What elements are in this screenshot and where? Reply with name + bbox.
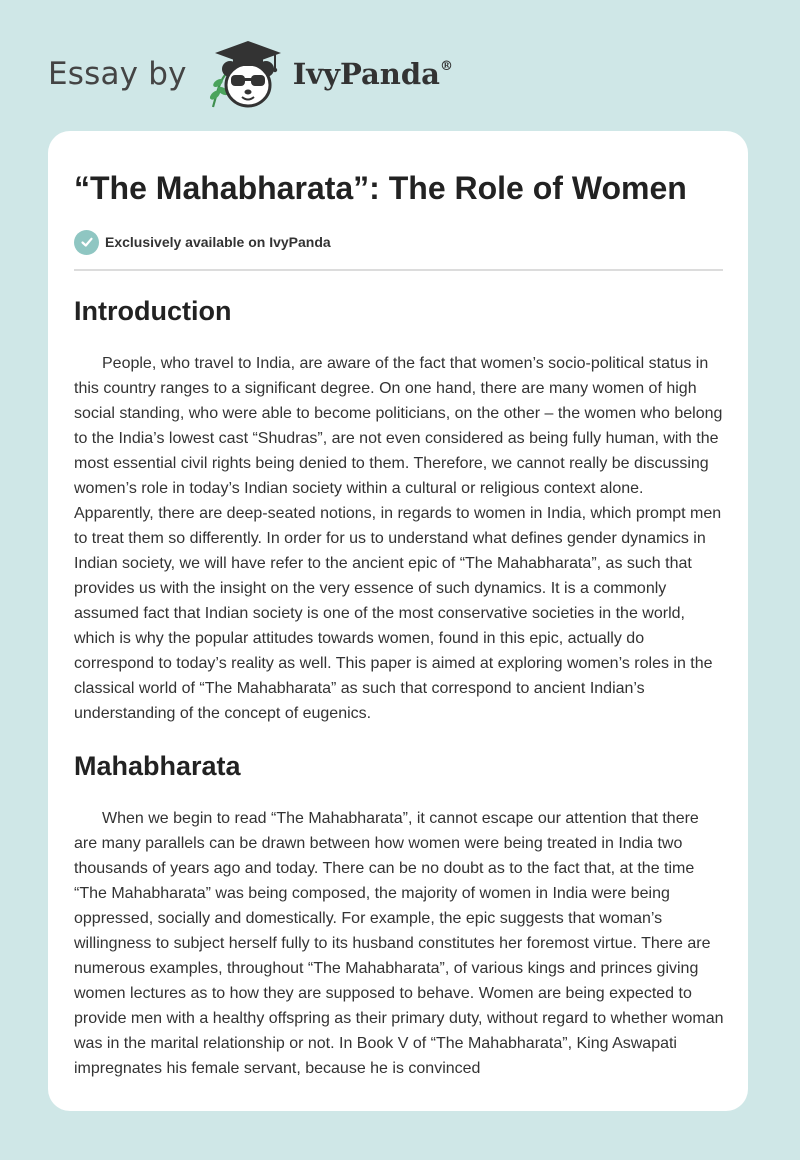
site-header <box>48 34 748 114</box>
registered-mark: ® <box>439 59 453 74</box>
exclusive-label: Exclusively available on IvyPanda <box>105 234 331 250</box>
section-paragraph-introduction: People, who travel to India, are aware of the fact that women’s socio-political status in this country ranges to a significant degree. On one hand, there are many women of high social standing, who were able to become politicians, on the other – the women who belong to the India’s lowest cast “Shudras”, are not even considered as being fully human, with the most essential civil rights being denied to them. Therefore, we cannot really be discussing women’s role in today’s Indian society within a cultural or religious context alone. Apparently, there are deep-seated notions, in regards to women in India, which prompt men to treat them so differently. In order for us to understand what defines gender dynamics in Indian society, we will have refer to the ancient epic of “The Mahabharata”, as such that provides us with the insight on the very essence of such dynamics. It is a commonly assumed fact that Indian society is one of the most conservative societies in the world, which is why the popular attitudes towards women, found in this epic, actually do correspond to today’s reality as well. This paper is aimed at exploring women’s roles in the classical world of “The Mahabharata” as such that correspond to ancient Indian’s understanding of the concept of eugenics. <box>74 355 723 722</box>
article-card <box>48 131 748 1111</box>
page-title: “The Mahabharata”: The Role of Women <box>74 170 687 206</box>
section-heading-mahabharata: Mahabharata <box>74 751 241 781</box>
section-paragraph-mahabharata: When we begin to read “The Mahabharata”, it cannot escape our attention that there are many parallels can be drawn between how women were being treated in India two thousands of years ago and today. There can be no doubt as to the fact that, at the time “The Mahabharata” was being composed, the majority of women in India were being oppressed, socially and domestically. For example, the epic suggests that woman’s willingness to subject herself fully to its husband constitutes her foremost virtue. There are numerous examples, throughout “The Mahabharata”, of various kings and princes giving women lectures as to how they are supposed to behave. Women are being expected to provide men with a healthy offspring as their primary duty, without regard to whether woman was in the marital relationship or not. In Book V of “The Mahabharata”, King Aswapati impregnates his female servant, because he is convinced <box>74 810 724 1077</box>
exclusive-badge <box>74 229 722 255</box>
check-icon <box>74 230 99 255</box>
essay-by-label: Essay by <box>48 56 187 92</box>
section-heading-introduction: Introduction <box>74 296 232 326</box>
panda-logo-icon[interactable] <box>203 35 287 113</box>
brand-name[interactable]: IvyPanda® <box>292 57 453 91</box>
divider <box>74 269 723 271</box>
